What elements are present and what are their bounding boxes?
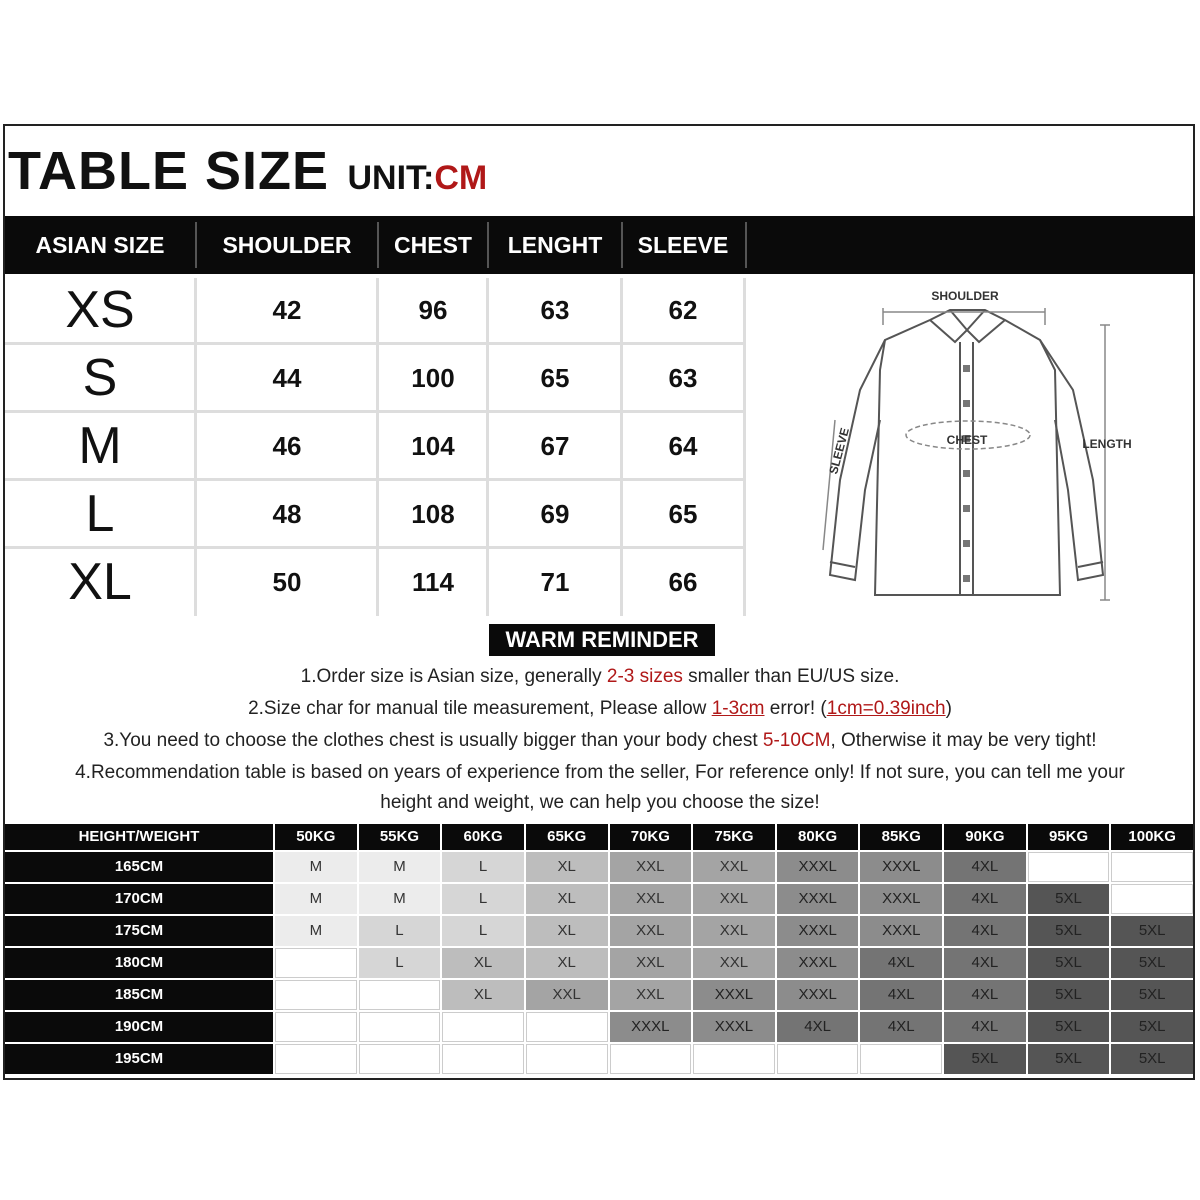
size-row — [5, 414, 745, 481]
shoulder-value: 50 — [272, 567, 302, 597]
size-recommendation-cell — [693, 1044, 775, 1074]
size-recommendation-cell — [359, 1012, 441, 1042]
size-recommendation-cell: 4XL — [944, 884, 1026, 914]
size-recommendation-cell: XXXL — [860, 884, 942, 914]
note-text: ) — [945, 698, 952, 719]
size-recommendation-cell: L — [359, 948, 441, 978]
size-recommendation-cell — [275, 980, 357, 1010]
sleeve-value: 62 — [668, 295, 698, 325]
size-recommendation-cell: XL — [442, 980, 524, 1010]
chest-value: 114 — [412, 567, 454, 597]
shoulder-value: 42 — [272, 295, 302, 325]
size-label: XL — [68, 553, 132, 611]
size-recommendation-cell — [275, 1044, 357, 1074]
size-recommendation-cell: XXXL — [777, 916, 859, 946]
size-recommendation-cell: 4XL — [944, 852, 1026, 882]
size-recommendation-cell: XXXL — [610, 1012, 692, 1042]
height-row-label: 170CM — [5, 884, 273, 914]
size-recommendation-cell: XL — [526, 916, 608, 946]
size-recommendation-cell: XXL — [610, 852, 692, 882]
reminder-note-1 — [10, 666, 1190, 688]
warm-reminder-heading: WARM REMINDER — [489, 624, 715, 656]
size-recommendation-cell: L — [442, 916, 524, 946]
note-text: error! ( — [764, 698, 827, 719]
column-divider — [376, 278, 379, 616]
header-sleeve: SLEEVE — [637, 232, 729, 258]
size-row — [5, 550, 745, 614]
note-text: 1.Order size is Asian size, generally — [300, 666, 607, 687]
column-divider — [620, 278, 623, 616]
header-length: LENGHT — [507, 232, 603, 258]
note-text: 3.You need to choose the clothes chest is usually bigger than your body chest — [103, 730, 763, 751]
size-recommendation-cell — [442, 1044, 524, 1074]
height-row-label: 185CM — [5, 980, 273, 1010]
shoulder-value: 46 — [272, 431, 302, 461]
size-recommendation-cell — [860, 1044, 942, 1074]
sleeve-value: 66 — [668, 567, 698, 597]
size-recommendation-cell — [1111, 884, 1193, 914]
reminder-note-3 — [10, 730, 1190, 752]
size-label: S — [82, 349, 118, 407]
shirt-measurement-diagram — [755, 280, 1195, 615]
note-highlight: 2-3 sizes — [606, 666, 683, 687]
weight-header: 95KG — [1028, 824, 1110, 850]
unit-value: CM — [434, 159, 488, 197]
size-row — [5, 278, 745, 345]
size-recommendation-cell — [610, 1044, 692, 1074]
sleeve-value: 64 — [668, 431, 698, 461]
column-divider — [194, 278, 197, 616]
diagram-chest-label: CHEST — [946, 433, 988, 447]
title-row — [8, 140, 487, 200]
size-recommendation-cell: L — [442, 852, 524, 882]
height-row-label: 175CM — [5, 916, 273, 946]
size-recommendation-cell: 5XL — [1028, 916, 1110, 946]
size-recommendation-cell: 4XL — [777, 1012, 859, 1042]
size-recommendation-cell: 5XL — [1028, 1044, 1110, 1074]
chest-value: 108 — [411, 499, 455, 529]
weight-header: 85KG — [860, 824, 942, 850]
size-recommendation-cell — [359, 980, 441, 1010]
size-recommendation-cell: XXL — [526, 980, 608, 1010]
size-recommendation-cell: M — [275, 884, 357, 914]
size-row — [5, 482, 745, 549]
height-row-label: 195CM — [5, 1044, 273, 1074]
size-recommendation-cell: XXXL — [860, 916, 942, 946]
note-text: 2.Size char for manual tile measurement, Please allow — [248, 698, 712, 719]
size-recommendation-cell: 4XL — [944, 916, 1026, 946]
size-recommendation-cell: XXXL — [860, 852, 942, 882]
header-divider — [745, 222, 747, 268]
size-row — [5, 346, 745, 413]
size-recommendation-cell: 5XL — [1111, 1044, 1193, 1074]
header-chest: CHEST — [394, 232, 472, 258]
size-recommendation-cell: L — [359, 916, 441, 946]
sleeve-value: 63 — [668, 363, 698, 393]
page-title: TABLE SIZE — [8, 141, 330, 201]
size-recommendation-cell: 4XL — [860, 948, 942, 978]
weight-header: 60KG — [442, 824, 524, 850]
size-recommendation-cell — [1028, 852, 1110, 882]
diagram-shoulder-label: SHOULDER — [931, 289, 999, 303]
size-recommendation-cell: XXXL — [693, 1012, 775, 1042]
size-recommendation-cell: XXL — [610, 884, 692, 914]
size-recommendation-cell: 5XL — [1111, 980, 1193, 1010]
size-recommendation-cell: 5XL — [1028, 884, 1110, 914]
height-row-label: 180CM — [5, 948, 273, 978]
size-recommendation-cell: 5XL — [1028, 1012, 1110, 1042]
size-recommendation-cell: 5XL — [1028, 980, 1110, 1010]
weight-header: 75KG — [693, 824, 775, 850]
note-text: , Otherwise it may be very tight! — [830, 730, 1097, 751]
size-recommendation-cell — [275, 1012, 357, 1042]
chest-value: 100 — [411, 363, 455, 393]
weight-header: 100KG — [1111, 824, 1193, 850]
size-recommendation-cell: 4XL — [944, 948, 1026, 978]
size-recommendation-cell — [526, 1044, 608, 1074]
unit-label: UNIT: — [347, 159, 435, 197]
length-value: 71 — [540, 567, 570, 597]
size-recommendation-cell: M — [275, 916, 357, 946]
weight-header: 90KG — [944, 824, 1026, 850]
weight-header: 50KG — [275, 824, 357, 850]
size-recommendation-cell — [526, 1012, 608, 1042]
length-value: 69 — [540, 499, 570, 529]
size-recommendation-cell: XXL — [693, 948, 775, 978]
size-recommendation-cell: 5XL — [1111, 948, 1193, 978]
size-recommendation-cell: 4XL — [944, 1012, 1026, 1042]
size-recommendation-cell: L — [442, 884, 524, 914]
size-recommendation-cell: M — [359, 852, 441, 882]
weight-header: 55KG — [359, 824, 441, 850]
size-recommendation-cell: XXL — [610, 948, 692, 978]
length-value: 63 — [540, 295, 570, 325]
header-shoulder: SHOULDER — [222, 232, 352, 258]
size-recommendation-cell: XXXL — [777, 980, 859, 1010]
length-value: 67 — [540, 431, 570, 461]
size-recommendation-cell: XL — [526, 852, 608, 882]
header-asian-size: ASIAN SIZE — [35, 232, 165, 258]
reminder-note-4-cont: height and weight, we can help you choose the size! — [380, 792, 820, 813]
size-recommendation-cell: XL — [442, 948, 524, 978]
height-row-label: 165CM — [5, 852, 273, 882]
note-highlight: 5-10CM — [762, 730, 831, 751]
chest-value: 104 — [411, 431, 455, 461]
length-value: 65 — [540, 363, 570, 393]
size-recommendation-cell: 4XL — [860, 980, 942, 1010]
hw-corner-header: HEIGHT/WEIGHT — [5, 824, 273, 850]
size-recommendation-cell: XXXL — [777, 852, 859, 882]
size-recommendation-cell — [275, 948, 357, 978]
sleeve-value: 65 — [668, 499, 698, 529]
size-label: M — [78, 417, 122, 475]
reminder-note-2 — [10, 698, 1190, 720]
size-recommendation-cell: XXXL — [693, 980, 775, 1010]
size-recommendation-cell: XXL — [610, 916, 692, 946]
size-recommendation-cell: 5XL — [1111, 1012, 1193, 1042]
size-recommendation-cell: XXL — [693, 852, 775, 882]
size-recommendation-cell: XXXL — [777, 884, 859, 914]
size-recommendation-cell — [1111, 852, 1193, 882]
size-recommendation-cell — [442, 1012, 524, 1042]
weight-header: 65KG — [526, 824, 608, 850]
height-row-label: 190CM — [5, 1012, 273, 1042]
size-recommendation-cell: XL — [526, 948, 608, 978]
size-recommendation-cell: M — [275, 852, 357, 882]
shoulder-value: 44 — [272, 363, 302, 393]
size-recommendation-cell: 4XL — [944, 980, 1026, 1010]
reminder-note-4: 4.Recommendation table is based on years of experience from the seller, For reference only! If not sure, you can tell me your — [75, 762, 1125, 783]
size-recommendation-cell — [777, 1044, 859, 1074]
size-table-header — [5, 216, 1195, 274]
size-recommendation-cell: XXL — [693, 884, 775, 914]
weight-header: 70KG — [610, 824, 692, 850]
note-text: smaller than EU/US size. — [682, 666, 900, 687]
column-divider — [486, 278, 489, 616]
size-recommendation-cell: XXXL — [777, 948, 859, 978]
weight-header: 80KG — [777, 824, 859, 850]
size-recommendation-cell: M — [359, 884, 441, 914]
size-recommendation-cell — [359, 1044, 441, 1074]
size-recommendation-cell: 4XL — [860, 1012, 942, 1042]
size-recommendation-cell: 5XL — [1028, 948, 1110, 978]
size-recommendation-cell: XL — [526, 884, 608, 914]
column-divider — [743, 278, 746, 616]
size-label: L — [85, 485, 115, 543]
size-label: XS — [65, 281, 135, 339]
size-recommendation-cell: XXL — [693, 916, 775, 946]
diagram-length-label: LENGTH — [1082, 437, 1132, 451]
shoulder-value: 48 — [272, 499, 302, 529]
note-highlight: 1-3cm — [711, 698, 765, 719]
diagram-sleeve-label: SLEEVE — [826, 426, 853, 476]
size-recommendation-cell: 5XL — [944, 1044, 1026, 1074]
chest-value: 96 — [418, 295, 448, 325]
size-recommendation-cell: 5XL — [1111, 916, 1193, 946]
height-weight-table — [5, 824, 1195, 1078]
size-recommendation-cell: XXL — [610, 980, 692, 1010]
note-highlight: 1cm=0.39inch — [826, 698, 946, 719]
